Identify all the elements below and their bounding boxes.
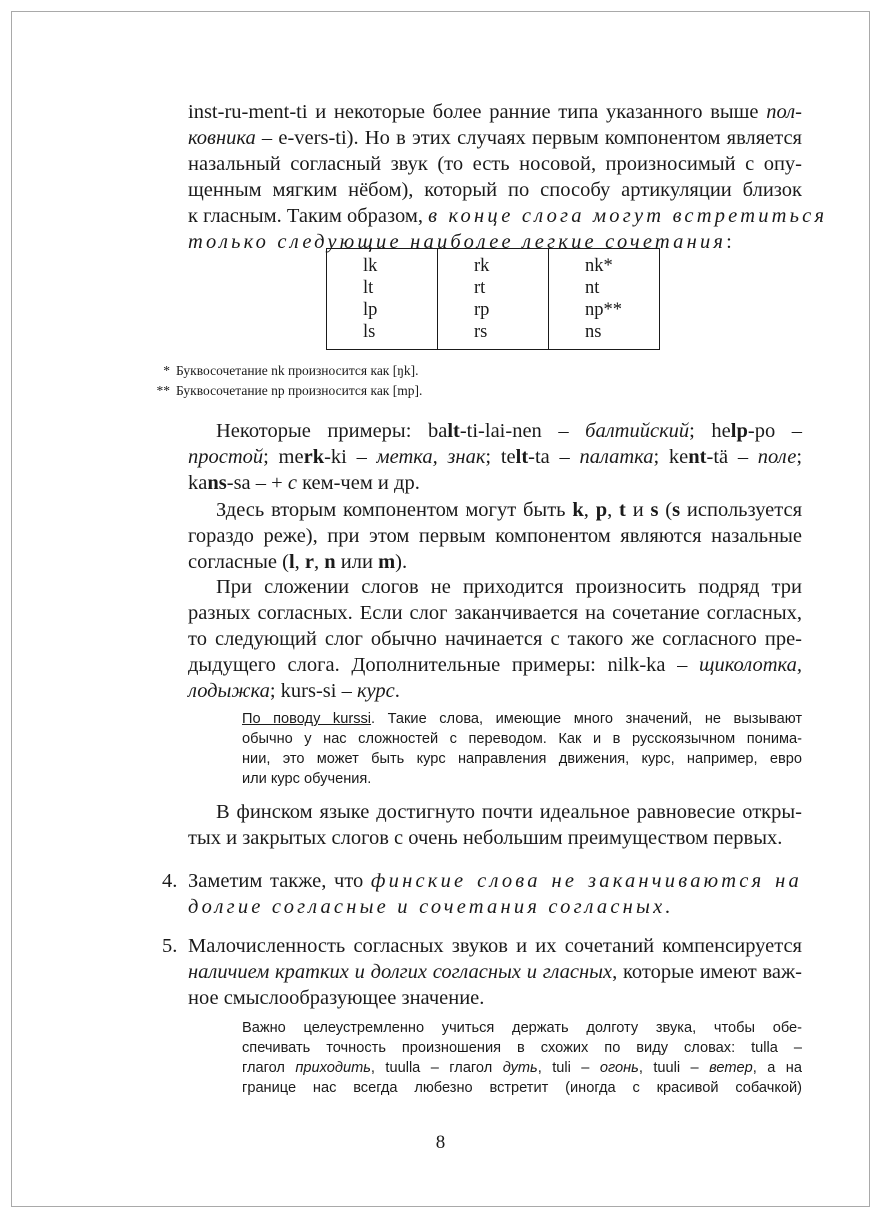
table-cell: rk [474,256,490,276]
table-column-l [327,249,438,350]
text-run: или [335,551,379,573]
text-run: курс [356,680,395,702]
text-run: . Такие слова, имеющие много значений, не вызывают [371,711,802,727]
text-line [188,418,802,444]
paragraph-examples [188,418,802,496]
text-line [242,709,802,729]
text-run: Здесь вторым компонентом могут быть [216,499,573,521]
table-column-r [438,249,549,350]
text-run: ; [796,446,803,468]
text-run: пол- [766,101,802,123]
item5-number: 5. [162,935,178,957]
text-run: По поводу kurssi [242,711,372,727]
text-run: lt [515,446,529,468]
text-run: поле [757,446,797,468]
text-line [242,1018,802,1038]
text-run: rk [303,446,325,468]
table-cell: ns [585,322,602,342]
text-run: : [726,231,732,253]
text-run: палатка [579,446,654,468]
text-line [188,678,802,704]
note-vowel-length [242,1018,802,1098]
text-run: ; he [689,420,731,442]
footnote2-text: Буквосочетание np произносится как [mp]. [176,383,423,398]
text-line [242,729,802,749]
text-run: тых и закрытых слогов с очень небольшим преимуществом первых. [188,827,783,849]
item4-number: 4. [162,870,178,892]
text-run: При сложении слогов не приходится произносить подряд три [216,576,802,598]
text-run: -ti-lai-nen – [459,420,586,442]
text-run: огонь [599,1060,639,1076]
text-line [188,151,802,177]
table-cell: lt [363,278,374,298]
text-run: нии, это может быть курс направления движения, курс, например, евро [242,751,802,767]
text-run: – e-vers-ti). Но в этих случаях первым компонентом является [255,127,802,149]
text-run: гораздо реже), при этом первым компонентом являются назальные [188,525,802,547]
text-line [188,894,802,920]
text-line [188,497,802,523]
item4-text [188,868,802,920]
text-run: простой [188,446,264,468]
text-run: лодыжка [188,680,270,702]
text-run: приходить [295,1060,371,1076]
text-run: ; ke [653,446,689,468]
text-line [188,549,802,575]
text-line [188,444,802,470]
text-run: обычно у нас сложностей с переводом. Как и в русскоязычном понима- [242,731,802,747]
text-run: Малочисленность согласных звуков и их сочетаний компенсируется [188,935,802,957]
table-cell: ls [363,322,376,342]
text-run: -tä – [706,446,758,468]
text-run: m [378,551,396,573]
text-run: , tuli – [537,1060,600,1076]
text-line [188,799,802,825]
footnote2-mark: ** [156,383,170,398]
text-line [242,769,802,789]
text-run: согласные ( [188,551,289,573]
text-run: ( [658,499,673,521]
footnote1-text: Буквосочетание nk произносится как [ŋk]. [176,363,419,378]
table-cell: lk [363,256,378,276]
note-kurssi [242,709,802,789]
text-run: , [607,499,620,521]
text-run: , [583,499,596,521]
text-run: k [572,499,584,521]
text-run: , [294,551,305,573]
table-cell: nt [585,278,600,298]
text-run: ; te [485,446,516,468]
text-line [188,652,802,678]
text-run: -ki – [324,446,377,468]
text-run: -po – [747,420,803,442]
text-run: щиколотка, [699,654,802,676]
paragraph-syllable-joining [188,574,802,704]
text-line [242,1078,802,1098]
text-line [242,1038,802,1058]
text-run: В финском языке достигнуто почти идеальное равновесие откры- [216,801,802,823]
text-run: lp [730,420,748,442]
text-run: разных согласных. Если слог заканчивается на сочетание согласных, [188,602,802,624]
text-run: границе нас всегда любезно встретит (иногда с красивой собачкой) [242,1080,802,1096]
text-run: ; kurs-si – [269,680,357,702]
footnote1-mark: * [163,363,170,378]
text-run: дыдущего слога. Дополнительные примеры: nilk-ka – [188,654,700,676]
text-run: метка, знак [376,446,486,468]
text-run: то следующий слог обычно начинается с такого же согласного пре- [188,628,802,650]
paragraph-syllable-intro [188,99,828,255]
text-run: nt [688,446,707,468]
text-run: наличием кратких и долгих согласных и гласных [188,961,613,983]
text-run: -sa – + [226,472,288,494]
text-run: ветер [709,1060,753,1076]
text-run: n [324,551,336,573]
text-line [188,959,802,985]
text-run: , а на [752,1060,802,1076]
table-cell: rt [474,278,486,298]
text-line [188,574,802,600]
text-run: s [650,499,659,521]
text-line [188,523,802,549]
text-run: глагол [242,1060,296,1076]
text-run: долгие согласные и сочетания согласных. [188,896,674,918]
text-run: назальный согласный звук (то есть носовой, произносимый с опу- [188,153,802,175]
paragraph-balance [188,799,802,851]
text-run: -ta – [528,446,580,468]
text-run: Некоторые примеры: ba [216,420,448,442]
table-cell: rp [474,300,490,320]
text-run: с [287,472,297,494]
text-line [242,1058,802,1078]
text-run: финские слова не заканчиваются на [370,870,802,892]
consonant-clusters-table [326,248,660,350]
text-run: в конце слога могут встретиться [428,205,828,227]
table-column-n [549,249,660,350]
text-run: , [314,551,325,573]
text-line [188,470,802,496]
text-run: только следующие наиболее легкие сочетания [188,231,727,253]
text-run: щенным мягким нёбом), который по способу артикуляции близок [188,179,802,201]
text-run: Заметим также, что [188,870,371,892]
text-run: Важно целеустремленно учиться держать долготу звука, чтобы обе- [242,1020,802,1036]
text-run: ka [188,472,208,494]
text-line [188,203,828,229]
text-run: . [394,680,400,702]
text-line [188,933,802,959]
text-run: t [619,499,626,521]
text-run: ное смыслообразующее значение. [188,987,485,1009]
text-line [188,177,802,203]
text-run: ns [207,472,227,494]
text-line [188,985,802,1011]
text-line [188,825,802,851]
text-run: к гласным. Таким образом, [188,205,429,227]
text-run: или курс обучения. [242,771,372,787]
text-run: и [625,499,651,521]
table-cell: nk* [585,256,613,276]
text-run: используется [680,499,803,521]
text-run: r [304,551,315,573]
text-run: дуть [502,1060,538,1076]
text-run: ковника [188,127,256,149]
text-run: l [288,551,295,573]
text-run: балтийский [585,420,690,442]
text-run: ). [395,551,408,573]
text-run: inst-ru-ment-ti и некоторые более ранние типа указанного выше [188,101,767,123]
text-line [188,600,802,626]
item5-text [188,933,802,1011]
table-cell: np** [585,300,622,320]
text-run: p [595,499,608,521]
text-run: lt [447,420,460,442]
text-run: , tuulla – глагол [370,1060,503,1076]
table-cell: rs [474,322,488,342]
text-line [188,626,802,652]
text-run: ; me [263,446,304,468]
text-line [188,125,802,151]
page-number: 8 [435,1132,446,1153]
text-run: s [672,499,681,521]
text-line [188,99,802,125]
table-cell: lp [363,300,378,320]
page [11,11,870,1207]
text-run: спечивать точность произношения в схожих по виду словах: tulla – [242,1040,802,1056]
text-line [242,749,802,769]
text-line [188,868,802,894]
text-run: кем-чем и др. [296,472,420,494]
paragraph-second-component [188,497,802,575]
text-run: , tuuli – [638,1060,710,1076]
text-run: , которые имеют важ- [612,961,802,983]
